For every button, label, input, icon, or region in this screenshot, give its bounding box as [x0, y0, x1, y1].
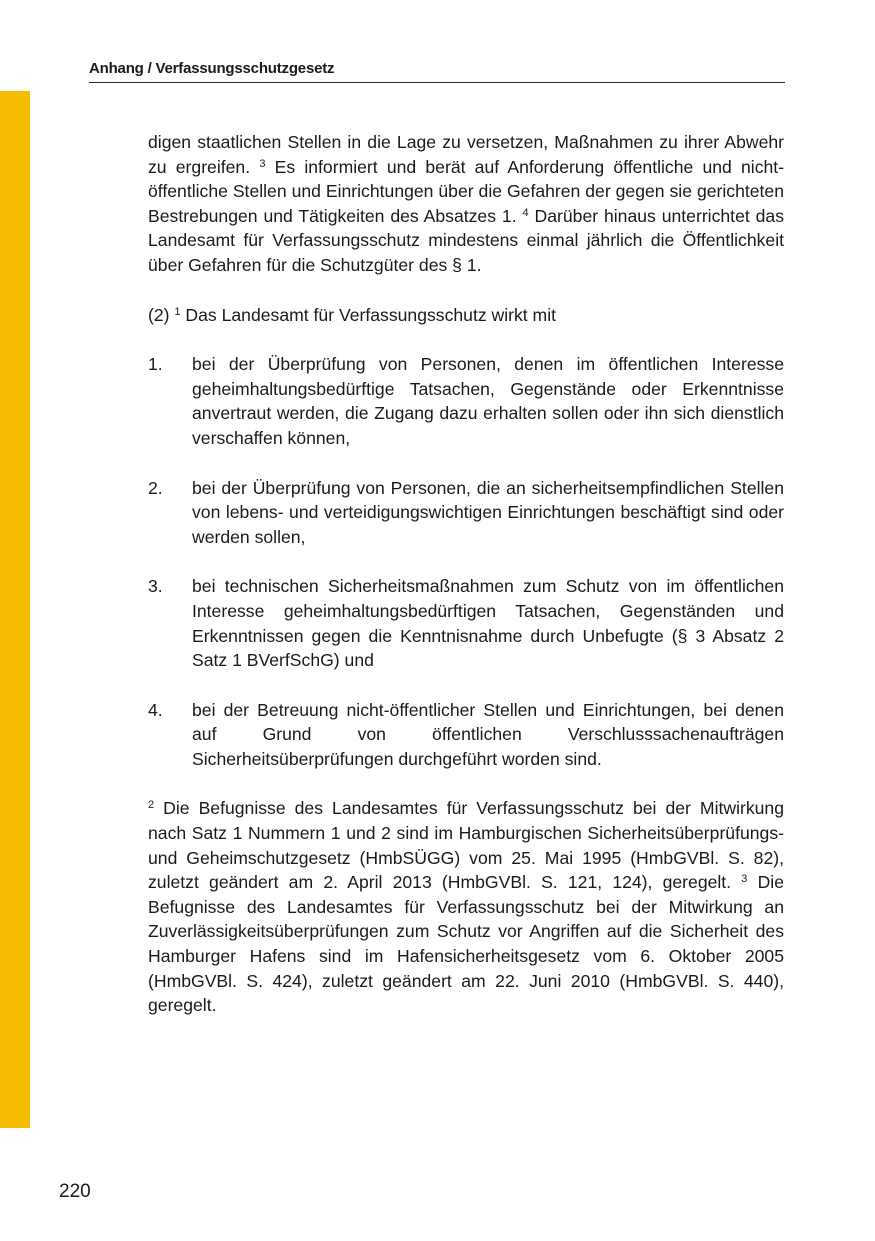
- header-divider: [89, 82, 785, 83]
- intro-text-c: Darüber hinaus unterrichtet das Landesamt für Verfassungsschutz mindestens einmal jährlich die Öffentlichkeit über Gefahren für die Schutzgüter des § 1.: [148, 205, 785, 275]
- intro-text-a: digen staatlichen Stellen in die Lage zu versetzen, Maßnahmen zu ihrer Abwehr zu ergreifen.: [148, 132, 784, 177]
- list-item: [148, 698, 784, 772]
- sentence-number: 2: [148, 799, 155, 812]
- numbered-list: [148, 352, 784, 771]
- page-body: [148, 130, 784, 1018]
- sentence-number: 3: [259, 157, 266, 170]
- section-prefix: (2): [148, 304, 170, 325]
- list-item-number: 2.: [148, 477, 163, 498]
- sentence-number: 1: [174, 305, 181, 318]
- list-item-text: bei der Überprüfung von Personen, die an sicherheitsempfindlichen Stellen von lebens- und verteidigungswichtigen Einrichtungen beschäftigt sind oder werden sollen,: [192, 477, 784, 547]
- sentence-number: 4: [522, 206, 529, 219]
- closing-text-a: Die Befugnisse des Landesamtes für Verfassungsschutz bei der Mitwirkung nach Satz 1 Nummern 1 und 2 sind im Hamburgischen Sicherheitsüberprüfungs- und Geheimschutzgesetz (HmbSÜGG) vom 25. Mai 1995 (HmbGVBl. S. 82), zuletzt geändert am 2. April 2013 (HmbGVBl. S. 121, 124), geregelt.: [148, 798, 784, 893]
- list-item: [148, 476, 784, 550]
- page-number: 220: [59, 1181, 91, 1202]
- list-item-text: bei technischen Sicherheitsmaßnahmen zum Schutz von im öffentlichen Interesse geheimhaltungsbedürftigen Tatsachen, Gegenständen und Erkenntnissen gegen die Kenntnisnahme durch Unbefugte (§ 3 Absatz 2 Satz 1 BVerfSchG) und: [192, 576, 784, 671]
- closing-paragraph: [148, 796, 784, 1017]
- accent-side-bar: [0, 91, 30, 1128]
- list-item-text: bei der Betreuung nicht-öffentlicher Stellen und Einrichtungen, bei denen auf Grund von öffentlichen Verschlusssachenaufträgen Sicherheitsüberprüfungen durchgeführt worden sind.: [192, 699, 784, 769]
- list-item: [148, 352, 784, 450]
- intro-text-b: Es informiert und berät auf Anforderung öffentliche und nicht-öffentliche Stellen und Einrichtungen über die Gefahren der gegen sie gerichteten Bestrebungen und Tätigkeiten des Absatzes 1.: [148, 156, 785, 226]
- list-item-number: 4.: [148, 699, 163, 720]
- list-item-number: 3.: [148, 576, 163, 597]
- list-item-text: bei der Überprüfung von Personen, denen im öffentlichen Interesse geheimhaltungsbedürftige Tatsachen, Gegenstände oder Erkenntnisse anvertraut werden, die Zugang dazu erhalten sollen oder ihn sich dienstlich verschaffen können,: [192, 354, 784, 448]
- list-item-number: 1.: [148, 354, 163, 375]
- list-item: [148, 574, 784, 672]
- intro-paragraph: [148, 130, 784, 278]
- sentence-number: 3: [741, 873, 748, 886]
- section-2-intro: [148, 303, 784, 328]
- closing-text-b: Die Befugnisse des Landesamtes für Verfassungsschutz bei der Mitwirkung an Zuverlässigkeitsüberprüfungen zum Schutz vor Angriffen auf die Sicherheit des Hamburger Hafens sind im Hafensicherheitsgesetz vom 6. Oktober 2005 (HmbGVBl. S. 424), zuletzt geändert am 22. Juni 2010 (HmbGVBl. S. 440), geregelt.: [148, 872, 784, 1016]
- section-text: Das Landesamt für Verfassungsschutz wirkt mit: [180, 304, 557, 325]
- running-header: Anhang / Verfassungsschutzgesetz: [89, 60, 335, 77]
